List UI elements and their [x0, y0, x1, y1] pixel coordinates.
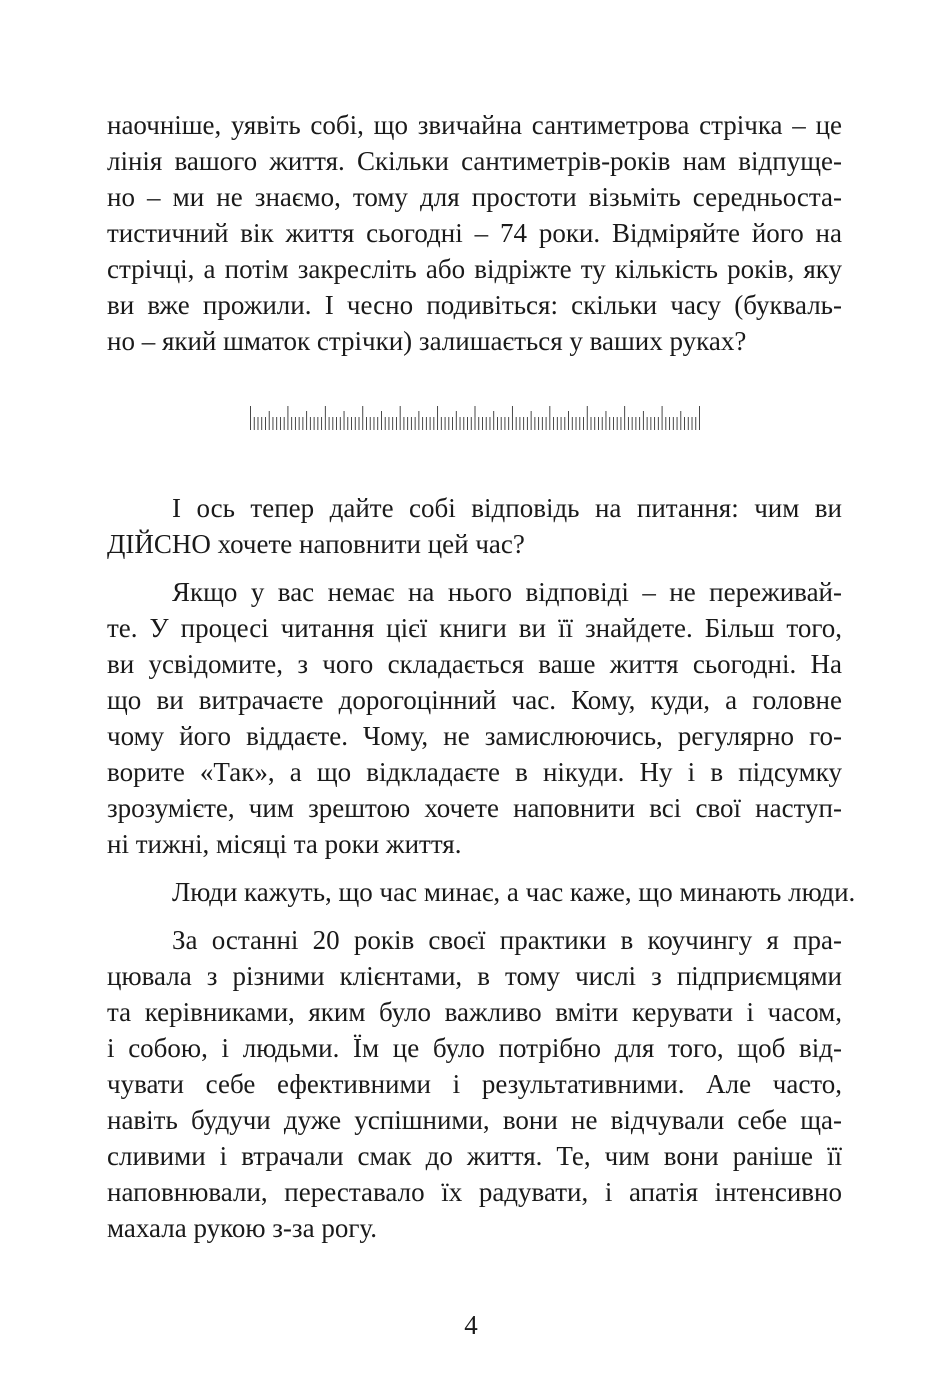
text-line: Люди кажуть, що час минає, а час каже, що минають люди. [172, 877, 856, 907]
text-line: зрозумієте, чим зрештою хочете наповнити всі свої наступ- [107, 793, 842, 823]
text-line: те. У процесі читання цієї книги ви її знайдете. Більш того, [107, 613, 842, 643]
text-line: За останні 20 років своєї практики в коучингу я пра- [172, 925, 842, 955]
text-line: ворите «Так», а що відкладаєте в нікуди. Ну і в підсумку [107, 757, 842, 787]
text-line: та керівниками, яким було важливо вміти керувати і часом, [107, 997, 842, 1027]
text-line: ДІЙСНО хочете наповнити цей час? [107, 529, 525, 559]
text-line: чому його віддаєте. Чому, не замислюючись, регулярно го- [107, 721, 842, 751]
text-line: но – ми не знаємо, тому для простоти візьміть середньоста- [107, 182, 842, 212]
text-line: ви усвідомите, з чого складається ваше життя сьогодні. На [107, 649, 842, 679]
text-line: чувати себе ефективними і результативними. Але часто, [107, 1069, 842, 1099]
text-line: що ви витрачаєте дорогоцінний час. Кому, куди, а головне [107, 685, 842, 715]
text-line: но – який шматок стрічки) залишається у ваших руках? [107, 326, 747, 356]
measuring-tape-divider-icon [250, 405, 700, 431]
text-line: ви вже прожили. І чесно подивіться: скільки часу (букваль- [107, 290, 842, 320]
text-line: наочніше, уявіть собі, що звичайна сантиметрова стрічка – це [107, 110, 842, 140]
text-line: лінія вашого життя. Скільки сантиметрів-років нам відпуще- [107, 146, 842, 176]
text-line: І ось тепер дайте собі відповідь на питання: чим ви [172, 493, 842, 523]
text-line: наповнювали, переставало їх радувати, і апатія інтенсивно [107, 1177, 842, 1207]
text-line: ні тижні, місяці та роки життя. [107, 829, 462, 859]
text-line: сливими і втрачали смак до життя. Те, чим вони раніше її [107, 1141, 842, 1171]
text-line: махала рукою з-за рогу. [107, 1213, 377, 1243]
text-line: Якщо у вас немає на нього відповіді – не переживай- [172, 577, 842, 607]
text-line: стрічці, а потім закресліть або відріжте ту кількість років, яку [107, 254, 842, 284]
text-line: цювала з різними клієнтами, в тому числі з підприємцями [107, 961, 842, 991]
page-number: 4 [464, 1310, 478, 1340]
text-line: тистичний вік життя сьогодні – 74 роки. Відміряйте його на [107, 218, 842, 248]
text-line: і собою, і людьми. Їм це було потрібно для того, щоб від- [107, 1033, 842, 1063]
text-line: навіть будучи дуже успішними, вони не відчували себе ща- [107, 1105, 842, 1135]
